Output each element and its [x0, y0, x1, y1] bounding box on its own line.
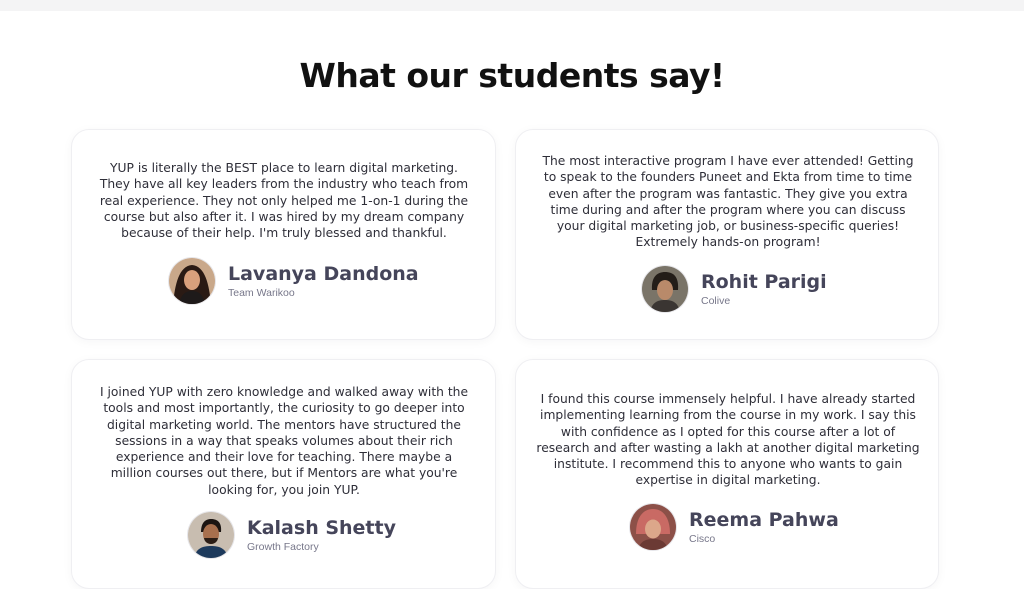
avatar [169, 258, 215, 304]
testimonial-quote: YUP is literally the BEST place to learn digital marketing. They have all key leaders from the industry who teach from real experience. They not only helped me 1-on-1 during the course but also after it. I was hired by my dream company because of their help. I'm truly blessed and thankful. [99, 161, 469, 241]
testimonial-card [71, 359, 496, 589]
testimonial-card [71, 129, 496, 340]
author-name: Kalash Shetty [247, 516, 396, 539]
section-title: What our students say! [299, 56, 725, 95]
testimonial-author [169, 258, 419, 304]
testimonial-author [630, 504, 839, 550]
avatar [630, 504, 676, 550]
top-bar [0, 0, 1024, 11]
avatar [642, 266, 688, 312]
author-name: Reema Pahwa [689, 508, 839, 531]
author-company: Colive [701, 294, 731, 307]
testimonial-quote: I joined YUP with zero knowledge and walked away with the tools and most importantly, the curiosity to go deeper into digital marketing world. The mentors have structured the sessions in a way that speaks volumes about their rich experience and their love for teaching. There maybe a million courses out there, but if Mentors are what you're looking for, you join YUP. [99, 385, 469, 497]
testimonial-author [188, 512, 396, 558]
author-company: Growth Factory [247, 540, 319, 553]
author-company: Cisco [689, 532, 716, 545]
testimonial-quote: The most interactive program I have ever attended! Getting to speak to the founders Puneet and Ekta from time to time even after the program was fantastic. They give you extra time during and after the program where you can discuss your digital marketing job, or business-specific queries! Extremely hands-on program! [542, 154, 914, 250]
testimonial-card [515, 359, 939, 589]
testimonial-quote: I found this course immensely helpful. I have already started implementing learning from the course in my work. I say this with confidence as I opted for this course after a lot of research and after wasting a lakh at another digital marketing institute. I recommend this to anyone who wants to gain expertise in digital marketing. [536, 392, 920, 488]
avatar [188, 512, 234, 558]
author-company: Team Warikoo [228, 286, 295, 299]
testimonial-card [515, 129, 939, 340]
author-name: Lavanya Dandona [228, 262, 419, 285]
testimonial-author [642, 266, 827, 312]
author-name: Rohit Parigi [701, 270, 827, 293]
